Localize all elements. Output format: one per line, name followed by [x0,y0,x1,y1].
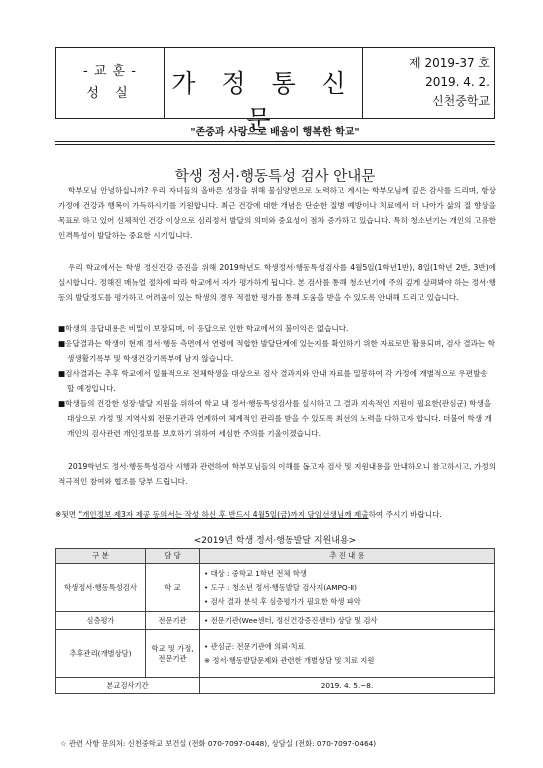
content-item: • 검사 결과 분석 후 심층평가가 필요한 학생 파악 [204,596,361,606]
content-item: • 도구 : 청소년 정서·행동발달 검사지(AMPQ-Ⅱ) [204,582,357,592]
divider [55,141,495,142]
column-header: 구 분 [56,549,146,564]
content-cell [200,564,495,612]
note-prefix: ※뒷면 [55,510,79,519]
content-item: • 관심군: 전문기관에 의뢰·치료 [204,641,305,651]
school-motto-cell [56,48,165,118]
content-cell [200,612,495,630]
owner-cell: 전문기관 [146,612,200,630]
column-header: 추 진 내 용 [200,549,495,564]
intro-paragraph: 학부모님 안녕하십니까? 우리 자녀들의 올바른 성장을 위해 물심양면으로 노력하고 계시는 학부모님께 깊은 감사를 드리며, 항상 가정에 건강과 행복이 가득하시기를 기원합니다. 최근 건강에 대한 개념은 단순한 질병 예방이나 치료에서 더 나아가 삶의 질 향상을 목표로 하고 있어 신체적인 건강 이상으로 심리정서 발달의 의미와 중요성이 점차 증가하고 있습니다. 특히 청소년기는 개인의 고유한 인격특성이 발달하는 중요한 시기입니다. [58,186,496,240]
table-header-row [56,549,495,564]
bullet-item: ■학생들의 건강한 성장·발달 지원을 위하여 학교 내 정서·행동특성검사를 실시하고 그 결과 지속적인 지원이 필요한(관심군) 학생을 대상으로 가정 및 지역사회 전문기관과 연계하여 체계적인 관리를 받을 수 있도록 최선의 노력을 다하고자 합니다. 더불어 학생 개개인의 검사관련 개인정보를 보호하기 위하여 세심한 주의를 기울이겠습니다. [58,399,492,438]
issue-number: 제 2019-37 호 [409,56,490,70]
issue-date: 2019. 4. 2. [425,75,490,89]
category-cell: 추후관리(개별상담) [56,630,146,678]
issue-cell [362,48,494,118]
table-row [56,678,495,694]
table-row [56,612,495,630]
content-cell: 2019. 4. 5.~8. [200,678,495,694]
motto-value: 성 실 [86,86,134,101]
exam-paragraph: 우리 학교에서는 학생 정신건강 증진을 위해 2019학년도 학생정서·행동특성검사를 4월5일(1학년1반), 8일(1학년 2반, 3반)에 실시합니다. 정해진 매뉴얼 절차에 따라 학교에서 자가 평가하게 됩니다. 본 검사를 통해 청소년기에 주의 깊게 살펴봐야 하는 정서·행동의 발달정도를 평가하고 어려움이 있는 학생의 경우 적절한 평가를 통해 도움을 받을 수 있도록 안내해 드리고 있습니다. [58,263,496,302]
school-name: 신천중학교 [432,94,490,108]
school-slogan: "존중과 사랑으로 배움이 행복한 학교" [190,127,360,138]
owner-cell: 학교 및 가정, 전문기관 [146,630,200,678]
content-item: • 전문기관(Wee센터, 정신건강증진센터) 상담 및 검사 [204,615,378,625]
table-row [56,630,495,678]
closing-paragraph: 2019학년도 정서·행동특성검사 시행과 관련하여 학부모님들의 이해를 돕고자 검사 및 지원내용을 안내하오니 참고하시고, 가정의 적극적인 참여와 협조를 당부 드립니다. [58,462,496,486]
notice-bullets [58,321,496,441]
newsletter-title: 가 정 통 신 문 [171,69,355,134]
motto-label: - 교 훈 - [83,64,137,79]
contact-footer: ☆ 관련 사항 문의처: 신천중학교 보건실 (전화 070-7097-0448), 상담실 (전화: 070-7097-0464) [60,739,377,748]
table-row [56,564,495,612]
category-cell: 학생정서·행동특성검사 [56,564,146,612]
divider [55,144,495,145]
consent-note [55,507,495,522]
note-deadline: "개인정보 제3자 제공 동의서는 작성 하신 후 반드시 4월5일(금)까지 담임선생님께 제출 [78,510,369,519]
bullet-item: ■검사결과는 추후 학교에서 일률적으로 전체학생을 대상으로 검사 결과지와 안내 자료를 밀봉하여 각 가정에 개별적으로 우편발송 할 예정입니다. [58,369,488,393]
table-caption: <2019년 학생 정서·행동발달 지원내용> [193,536,357,546]
bullet-item: ■응답결과는 학생이 현재 정서·행동 측면에서 연령에 적합한 발달단계에 있는지를 확인하기 위한 자료로만 활용되며, 검사 결과는 학생생활기록부 및 학생건강기록부에 남지 않습니다. [58,339,495,363]
owner-cell: 학 교 [146,564,200,612]
content-cell [200,630,495,678]
issue-info [362,54,490,111]
bullet-item: ■학생의 응답내용은 비밀이 보장되며, 이 응답으로 인한 학교에서의 불이익은 없습니다. [58,324,349,333]
category-cell: 본교검사기간 [56,678,200,694]
category-cell: 심층평가 [56,612,146,630]
support-plan-table [55,548,495,694]
content-item: ※ 정서·행동발달문제와 관련한 개별상담 및 치료 지원 [204,655,375,665]
document-title: 학생 정서·행동특성 검사 안내문 [174,169,376,185]
note-suffix: 하여 주시기 바랍니다. [368,510,442,519]
column-header: 담 당 [146,549,200,564]
content-item: • 대상 : 중학교 1학년 전체 학생 [204,568,307,578]
